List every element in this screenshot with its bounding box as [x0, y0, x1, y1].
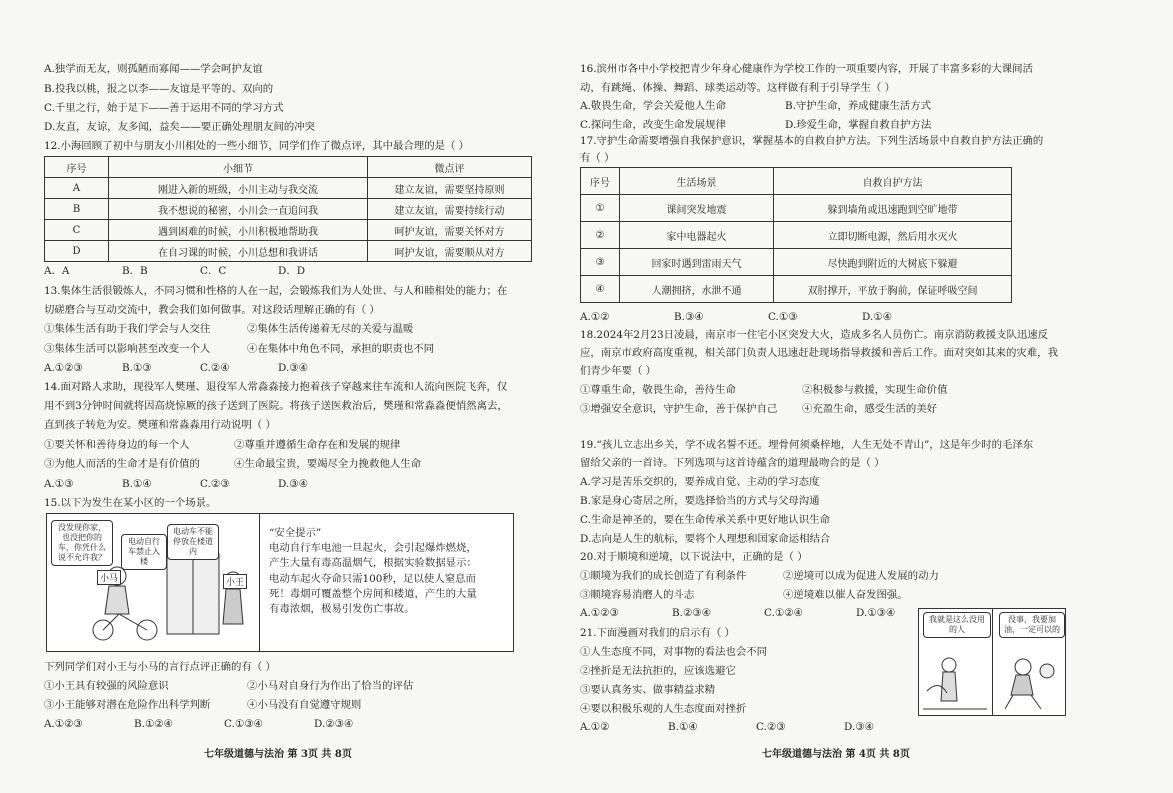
option[interactable]: B.②③④	[672, 607, 711, 619]
table-cell: 家中电器起火	[620, 222, 774, 249]
option[interactable]: A.敬畏生命，学会关爱他人生命	[580, 100, 726, 112]
q17-stem-1: 17.守护生命需要增强自我保护意识，掌握基本的自救自护方法。下列生活场景中自救自护方法正确的	[580, 135, 1044, 147]
option[interactable]: C.②③	[756, 721, 786, 733]
q11-option-b: B.投我以桃，报之以李——友谊是平等的、双向的	[44, 83, 274, 95]
statement: ①尊重生命，敬畏生命，善待生命	[580, 384, 736, 396]
table-cell: 我不想说的秘密，小川会一直追问我	[109, 199, 368, 220]
safety-line: 有毒浓烟，极易引发伤亡事故。	[269, 603, 415, 616]
q15-items-row2	[44, 698, 361, 712]
page-4	[580, 0, 1115, 793]
safety-title: “安全提示”	[269, 527, 322, 539]
speech-bubble: 没发现你家，也没把你的车，你凭什么说不允许我？	[51, 520, 113, 566]
table-row	[581, 249, 1012, 276]
table-cell: 建立友谊，需要持续行动	[368, 199, 532, 220]
q20-items-row2	[580, 588, 908, 602]
table-cell: 躲到墙角或迅速跑到空旷地带	[774, 195, 1012, 222]
statement: ②集体生活传递着无尽的关爱与温暖	[247, 323, 414, 335]
q12-options	[44, 264, 305, 278]
table-cell: 建立友谊，需要坚持原则	[368, 178, 532, 199]
q21-stem: 21.下面漫画对我们的启示有（ ）	[580, 627, 735, 639]
statement: ④逆境难以催人奋发图强。	[783, 589, 908, 601]
table-header-row	[581, 168, 1012, 195]
q20-options	[580, 606, 895, 620]
statement: ①顺境为我们的成长创造了有利条件	[580, 570, 747, 582]
option[interactable]: A．A	[44, 265, 70, 277]
q17-options	[580, 310, 892, 324]
q11-option-a: A.独学而无友，则孤陋而寡闻——学会呵护友谊	[44, 63, 263, 75]
option[interactable]: D.③④	[278, 478, 308, 490]
q19-option-a[interactable]: A.学习是苦乐交织的，要养成自觉、主动的学习态度	[580, 476, 820, 488]
statement: ①人生态度不同，对事物的看法也会不同	[580, 646, 768, 658]
q18-stem-2: 应，南京市政府高度重视，相关部门负责人迅速赶赴现场指导救援和善后工作。面对突如其来的灾难，我	[580, 347, 1058, 359]
table-cell: 呵护友谊，需要关怀对方	[368, 220, 532, 241]
option[interactable]: C.探问生命，改变生命发展规律	[580, 119, 726, 131]
table-cell: ①	[581, 195, 620, 222]
q21-cartoon	[918, 608, 1066, 716]
table-cell: 课间突发地震	[620, 195, 774, 222]
q18-stem-3: 们青少年要（ ）	[580, 365, 657, 377]
option[interactable]: B.①②④	[134, 718, 173, 730]
statement: ③为他人而活的生命才是有价值的	[44, 458, 200, 470]
statement: ④充盈生命，感受生活的美好	[802, 403, 938, 415]
q17-table	[580, 167, 1012, 303]
q16-stem-2: 动，有跳绳、体操、舞蹈、球类运动等。这样做有利于引导学生（ ）	[580, 82, 896, 94]
safety-line: 电动车起火夺命只需100秒，足以使人窒息而	[269, 572, 476, 585]
statement: ③增强安全意识，守护生命，善于保护自己	[580, 403, 778, 415]
option[interactable]: C.①③④	[224, 718, 263, 730]
option[interactable]: B.①③	[122, 362, 152, 374]
table-cell: D	[45, 241, 109, 262]
q15-options	[44, 717, 353, 731]
table-cell: B	[45, 199, 109, 220]
name-tag: 小马	[97, 570, 121, 585]
speech-bubble: 电动车不能停放在楼道内	[167, 524, 219, 560]
option[interactable]: B.守护生命，养成健康生活方式	[785, 100, 932, 112]
table-cell: 尽快跑到附近的大树底下躲避	[774, 249, 1012, 276]
table-row	[45, 199, 532, 220]
option[interactable]: D.①③④	[856, 607, 896, 619]
option[interactable]: B．B	[122, 265, 148, 277]
option[interactable]: A.①②	[580, 311, 610, 323]
table-header: 微点评	[368, 157, 532, 178]
q14-items-row1	[44, 438, 400, 452]
option[interactable]: C．C	[200, 265, 227, 277]
q15-items-row1	[44, 679, 413, 693]
q15-question: 下列同学们对小王与小马的言行点评正确的有（ ）	[44, 661, 276, 673]
q11-option-d: D.友直，友谅，友多闻，益矣——要正确处理朋友间的冲突	[44, 121, 316, 133]
q14-items-row2	[44, 457, 421, 471]
q15-cartoon	[47, 514, 260, 651]
option[interactable]: D.①④	[862, 311, 892, 323]
q16-stem-1: 16.滨州市各中小学校把青少年身心健康作为学校工作的一项重要内容，开展了丰富多彩的大课间活	[580, 63, 1033, 75]
table-cell: ③	[581, 249, 620, 276]
statement: ①集体生活有助于我们学会与人交往	[44, 323, 211, 335]
q17-stem-2: 有（ ）	[580, 152, 615, 164]
table-row	[581, 195, 1012, 222]
table-cell: 遇到困难的时候，小川积极地帮助我	[109, 220, 368, 241]
q13-items-row2	[44, 342, 434, 356]
table-cell: A	[45, 178, 109, 199]
q19-option-c[interactable]: C.生命是神圣的，要在生命传承关系中更好地认识生命	[580, 514, 830, 526]
safety-line: 产生大量有毒高温烟气，根据实验数据显示：	[269, 557, 477, 570]
statement: ②尊重并遵循生命存在和发展的规律	[234, 439, 401, 451]
q21-options	[580, 720, 874, 734]
option[interactable]: A.①②③	[44, 718, 83, 730]
table-header: 生活场景	[620, 168, 774, 195]
table-cell: 双肘撑开，平放于胸前，保证呼吸空间	[774, 276, 1012, 303]
table-cell: ④	[581, 276, 620, 303]
q14-stem-1: 14.面对路人求助，现役军人樊瑾、退役军人常淼淼接力抱着孩子穿越来往车流和人流向医院飞奔，仅	[44, 381, 508, 393]
option[interactable]: D.珍爱生命，掌握自救自护方法	[785, 119, 932, 131]
name-tag: 小王	[223, 574, 247, 589]
statement: ④要以积极乐观的人生态度面对挫折	[580, 703, 747, 715]
option[interactable]: C.②④	[200, 362, 230, 374]
q20-stem: 20.对于顺境和逆境，以下说法中，正确的是（ ）	[580, 551, 808, 563]
table-header: 小细节	[109, 157, 368, 178]
q13-options	[44, 361, 308, 375]
q14-stem-3: 直到孩子转危为安。樊瑾和常淼淼用行动说明（ ）	[44, 419, 276, 431]
q14-options	[44, 477, 308, 491]
page-footer: 七年级道德与法治 第 3页 共 8页	[204, 749, 352, 760]
safety-line: 电动自行车电池一旦起火，会引起爆炸燃烧，	[269, 542, 477, 555]
warning-sign: 电动自行车禁止入楼	[121, 534, 167, 570]
q11-option-c: C.千里之行，始于足下——善于运用不同的学习方式	[44, 102, 284, 114]
statement: ①要关怀和善待身边的每一个人	[44, 439, 190, 451]
q15-stem: 15.以下为发生在某小区的一个场景。	[44, 497, 217, 509]
statement: ③要认真务实、做事精益求精	[580, 684, 716, 696]
statement: ④小马没有自觉遵守规则	[247, 699, 362, 711]
statement: ③集体生活可以影响甚至改变一个人	[44, 343, 211, 355]
q12-table	[44, 156, 532, 262]
q16-options-row1	[580, 99, 931, 113]
page-3	[44, 0, 564, 793]
option[interactable]: D.③④	[278, 362, 308, 374]
q19-stem-1: 19.“孩儿立志出乡关，学不成名誓不还。埋骨何须桑梓地，人生无处不青山”，这是年少时的毛泽东	[580, 439, 1034, 451]
option[interactable]: B.①④	[668, 721, 698, 733]
q14-stem-2: 用不到3分钟时间就将因高烧惊厥的孩子送到了医院。将孩子送医救治后，樊瑾和常淼淼便悄然离去，	[44, 400, 508, 412]
statement: ②挫折是无法抗拒的，应该选避它	[580, 665, 736, 677]
q19-option-b[interactable]: B.家是身心寄居之所，要选择恰当的方式与父母沟通	[580, 495, 820, 507]
option[interactable]: A.①②③	[580, 607, 619, 619]
table-header: 自救自护方法	[774, 168, 1012, 195]
statement: ①小王具有较强的风险意识	[44, 680, 169, 692]
table-cell: 人潮拥挤，水泄不通	[620, 276, 774, 303]
q18-items-row1	[580, 383, 947, 397]
statement: ③顺境容易消磨人的斗志	[580, 589, 695, 601]
table-cell: 刚进入新的班级，小川主动与我交流	[109, 178, 368, 199]
table-cell: 在自习课的时候，小川总想和我讲话	[109, 241, 368, 262]
table-row	[581, 222, 1012, 249]
table-header-row	[45, 157, 532, 178]
page-footer: 七年级道德与法治 第 4页 共 8页	[762, 749, 910, 760]
table-row	[581, 276, 1012, 303]
table-cell: 回家时遇到雷雨天气	[620, 249, 774, 276]
table-cell: C	[45, 220, 109, 241]
option[interactable]: D．D	[278, 265, 306, 277]
q19-stem-2: 留给父亲的一首诗。下列选项与这首诗蕴含的道理最吻合的是（ ）	[580, 457, 885, 469]
option[interactable]: D.②③④	[314, 718, 354, 730]
option[interactable]: C.①③	[768, 311, 798, 323]
statement: ②积极参与救援，实现生命价值	[802, 384, 948, 396]
q13-stem-2: 切磋磨合与互动交流中，教会我们如何做事。对这段话理解正确的有（ ）	[44, 304, 380, 316]
statement: ④生命最宝贵，要竭尽全力挽救他人生命	[234, 458, 422, 470]
q18-stem-1: 18.2024年2月23日凌晨，南京市一住宅小区突发大火，造成多名人员伤亡。南京消防救援支队迅速反	[580, 329, 1049, 341]
option[interactable]: B.①④	[122, 478, 152, 490]
table-cell: 呵护友谊，需要顺从对方	[368, 241, 532, 262]
speech-bubble-pessimistic: 我就是这么没用的人	[923, 612, 991, 638]
table-row	[45, 241, 532, 262]
speech-bubble-optimistic: 没事，我要加油，一定可以的	[999, 612, 1065, 638]
safety-notice	[269, 526, 505, 617]
q16-options-row2	[580, 118, 931, 132]
statement: ②小马对自身行为作出了恰当的评估	[247, 680, 414, 692]
table-row	[45, 220, 532, 241]
table-header: 序号	[581, 168, 620, 195]
q19-option-d[interactable]: D.志向是人生的航标，要将个人理想和国家命运相结合	[580, 533, 831, 545]
option[interactable]: C.②③	[200, 478, 230, 490]
table-header: 序号	[45, 157, 109, 178]
option[interactable]: A.①③	[44, 478, 74, 490]
q20-items-row1	[580, 569, 939, 583]
table-cell: 立即切断电源，然后用水灭火	[774, 222, 1012, 249]
statement: ④在集体中角色不同，承担的职责也不同	[247, 343, 435, 355]
q18-items-row2	[580, 402, 937, 416]
option[interactable]: D.③④	[844, 721, 874, 733]
q12-stem: 12.小海回顾了初中与朋友小川相处的一些小细节，同学们作了微点评，其中最合理的是（ ）	[44, 140, 470, 152]
table-cell: ②	[581, 222, 620, 249]
safety-line: 死！毒烟可覆盖整个房间和楼道，产生的大量	[269, 587, 477, 600]
q13-items-row1	[44, 322, 413, 336]
q13-stem-1: 13.集体生活很锻炼人，不同习惯和性格的人在一起，会锻炼我们为人处世、与人和睦相处的能力；在	[44, 285, 508, 297]
option[interactable]: C.①②④	[764, 607, 803, 619]
statement: ②逆境可以成为促进人发展的动力	[783, 570, 939, 582]
option[interactable]: A.①②③	[44, 362, 83, 374]
option[interactable]: A.①②	[580, 721, 610, 733]
option[interactable]: B.③④	[674, 311, 704, 323]
q15-scene-box	[46, 513, 514, 652]
table-row	[45, 178, 532, 199]
statement: ③小王能够对潜在危险作出科学判断	[44, 699, 211, 711]
